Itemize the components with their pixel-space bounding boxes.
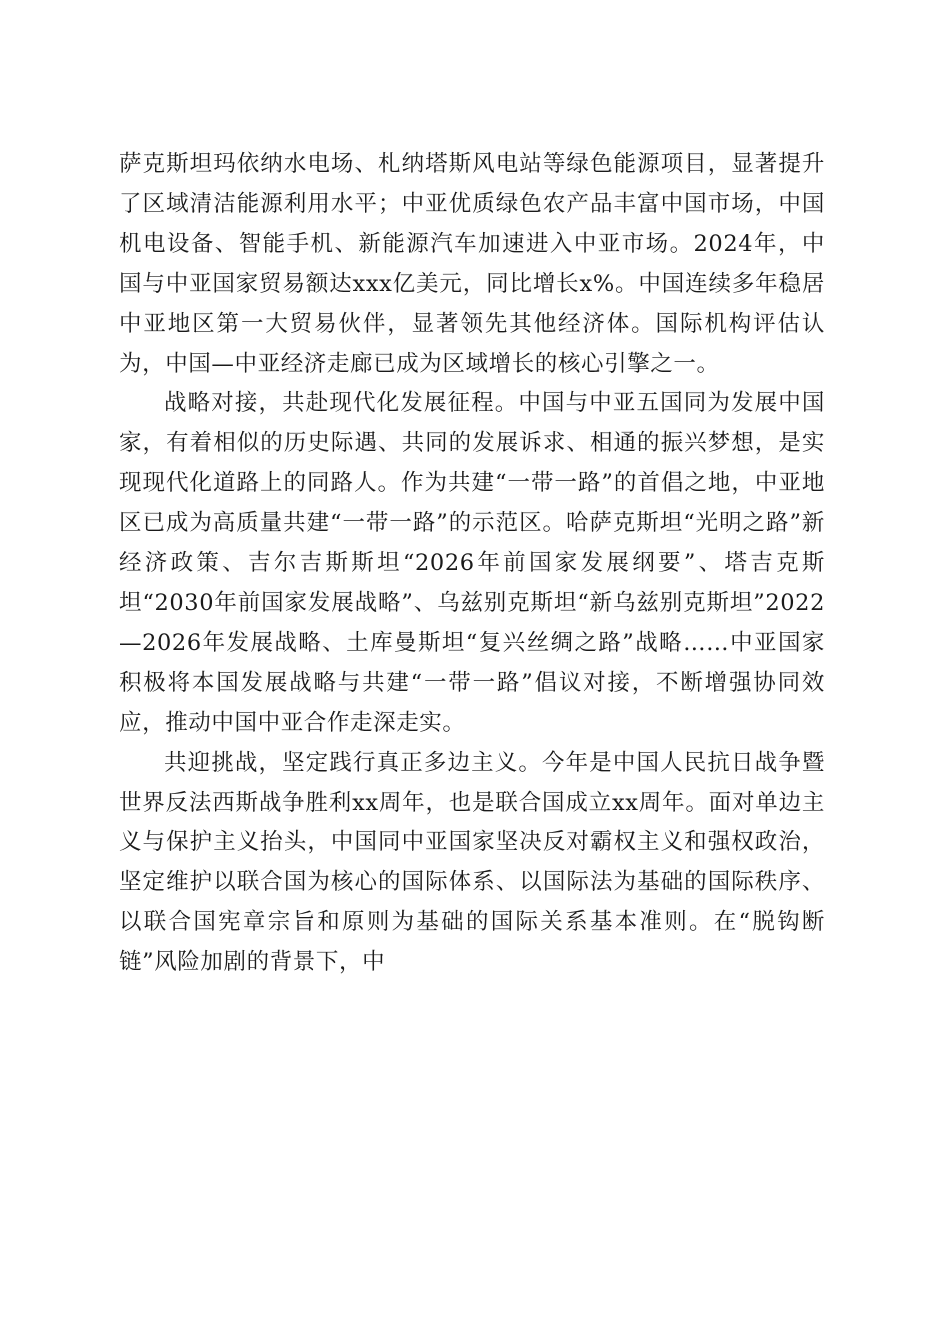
document-body xyxy=(119,145,825,983)
paragraph-continuation: 萨克斯坦玛依纳水电场、札纳塔斯风电站等绿色能源项目，显著提升了区域清洁能源利用水平；中亚优质绿色农产品丰富中国市场，中国机电设备、智能手机、新能源汽车加速进入中亚市场。2024年，中国与中亚国家贸易额达xxx亿美元，同比增长x%。中国连续多年稳居中亚地区第一大贸易伙伴，显著领先其他经济体。国际机构评估认为，中国—中亚经济走廊已成为区域增长的核心引擎之一。 xyxy=(119,151,825,377)
paragraph-strategic-alignment: 战略对接，共赴现代化发展征程。中国与中亚五国同为发展中国家，有着相似的历史际遇、共同的发展诉求、相通的振兴梦想，是实现现代化道路上的同路人。作为共建“一带一路”的首倡之地，中亚地区已成为高质量共建“一带一路”的示范区。哈萨克斯坦“光明之路”新经济政策、吉尔吉斯斯坦“2026年前国家发展纲要”、塔吉克斯坦“2030年前国家发展战略”、乌兹别克斯坦“新乌兹别克斯坦”2022—2026年发展战略、土库曼斯坦“复兴丝绸之路”战略……中亚国家积极将本国发展战略与共建“一带一路”倡议对接，不断增强协同效应，推动中国中亚合作走深走实。 xyxy=(119,390,825,736)
paragraph-multilateralism: 共迎挑战，坚定践行真正多边主义。今年是中国人民抗日战争暨世界反法西斯战争胜利xx周年，也是联合国成立xx周年。面对单边主义与保护主义抬头，中国同中亚国家坚决反对霸权主义和强权政治，坚定维护以联合国为核心的国际体系、以国际法为基础的国际秩序、以联合国宪章宗旨和原则为基础的国际关系基本准则。在“脱钩断链”风险加剧的背景下，中 xyxy=(119,749,825,976)
